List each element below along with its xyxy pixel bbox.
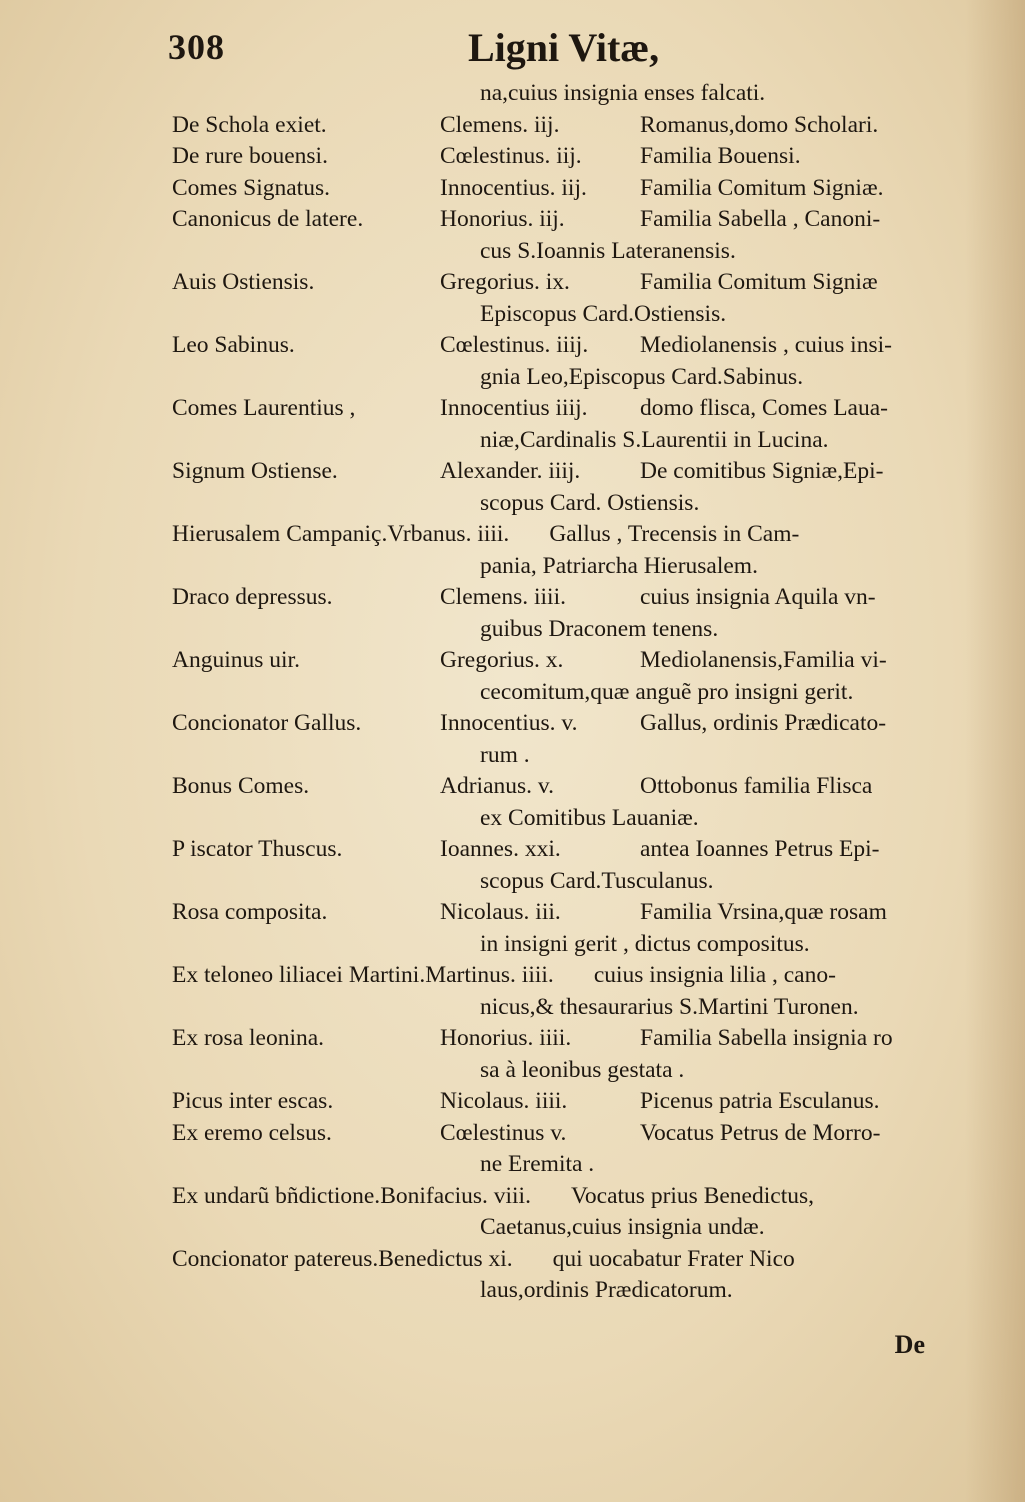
description-text: Ottobonus familia Flisca <box>640 773 873 799</box>
pope-name: Nicolaus. iii. <box>440 899 561 925</box>
entry-row <box>172 173 962 205</box>
motto-text: Leo Sabinus. <box>172 332 295 358</box>
description-text: Familia Comitum Signiæ <box>640 269 878 295</box>
page-number: 308 <box>168 27 225 67</box>
description-text: Romanus,domo Scholari. <box>640 111 879 138</box>
description-continuation: guibus Draconem tenens. <box>480 615 719 642</box>
description-text: Vocatus prius Benedictus, <box>570 1182 814 1209</box>
motto-text: Bonus Comes. <box>172 773 310 799</box>
description-continuation: laus,ordinis Prædicatorum. <box>480 1277 733 1303</box>
description-text: Gallus , Trecensis in Cam- <box>549 521 800 547</box>
prophecy-list <box>172 78 962 1307</box>
motto-text: Signum Ostiense. <box>172 458 338 484</box>
description-continuation: ne Eremita . <box>480 1151 595 1177</box>
pope-name: Honorius. iij. <box>440 206 565 232</box>
pope-name: Bonifacius. viii. <box>380 1182 531 1209</box>
description-text: Familia Bouensi. <box>640 143 801 169</box>
description-continuation: pania, Patriarcha Hierusalem. <box>480 552 758 579</box>
description-text: antea Ioannes Petrus Epi- <box>640 836 880 862</box>
entry-row <box>172 456 962 488</box>
entry-row <box>172 1023 962 1055</box>
description-continuation: scopus Card. Ostiensis. <box>480 489 700 516</box>
pope-name: Alexander. iiij. <box>440 458 581 484</box>
motto-text: Picus inter escas. <box>172 1088 334 1114</box>
motto-text: Draco depressus. <box>172 584 333 610</box>
pope-name: Cœlestinus v. <box>440 1119 567 1146</box>
catchword: De <box>894 1330 925 1359</box>
entry-row <box>172 204 962 236</box>
description-text: Gallus, ordinis Prædicato- <box>640 710 887 736</box>
description-continuation: sa à leonibus gestata . <box>480 1056 685 1083</box>
description-continuation: Caetanus,cuius insignia undæ. <box>480 1214 765 1240</box>
entry-row <box>172 960 962 992</box>
motto-text: Ex undarũ bñdictione. <box>172 1182 381 1209</box>
pope-name: Clemens. iiii. <box>440 584 566 610</box>
motto-text: Ex rosa leonina. <box>172 1025 325 1051</box>
entry-row <box>172 834 962 866</box>
description-text: Picenus patria Esculanus. <box>640 1088 880 1114</box>
pope-name: Nicolaus. iiii. <box>440 1088 568 1114</box>
entry-row <box>172 897 962 929</box>
pope-name: Honorius. iiii. <box>440 1025 572 1051</box>
pope-name: Clemens. iij. <box>440 111 560 138</box>
motto-text: Concionator patereus. <box>172 1245 379 1272</box>
entry-row <box>172 645 962 677</box>
motto-text: Anguinus uir. <box>172 647 300 673</box>
description-text: Familia Comitum Signiæ. <box>640 174 884 201</box>
description-continuation: cus S.Ioannis Lateranensis. <box>480 237 736 264</box>
description-continuation: gnia Leo,Episcopus Card.Sabinus. <box>480 363 804 390</box>
entry-row <box>172 393 962 425</box>
pope-name: Innocentius. v. <box>440 710 578 736</box>
description-text: Vocatus Petrus de Morro- <box>640 1119 881 1146</box>
pope-name: Vrbanus. iiii. <box>387 521 510 547</box>
description-continuation: scopus Card.Tusculanus. <box>480 867 714 894</box>
entry-row <box>172 708 962 740</box>
pope-name: Cœlestinus. iij. <box>440 143 582 169</box>
motto-text: De rure bouensi. <box>172 143 328 169</box>
description-continuation: niæ,Cardinalis S.Laurentii in Lucina. <box>480 426 829 453</box>
motto-text: Ex eremo celsus. <box>172 1119 332 1146</box>
entry-row <box>172 1244 962 1276</box>
motto-text: Rosa composita. <box>172 899 328 925</box>
motto-text: Hierusalem Campaniç. <box>172 521 388 547</box>
pope-name: Gregorius. ix. <box>440 269 570 295</box>
description-continuation: Episcopus Card.Ostiensis. <box>480 300 727 327</box>
pope-name: Martinus. iiii. <box>425 962 554 988</box>
entry-row <box>172 1181 962 1213</box>
entry-row <box>172 771 962 803</box>
intro-line: na,cuius insignia enses falcati. <box>480 80 766 106</box>
entry-row <box>172 110 962 142</box>
pope-name: Benedictus xi. <box>378 1245 513 1272</box>
motto-text: Concionator Gallus. <box>172 710 362 736</box>
entry-row <box>172 267 962 299</box>
description-text: Mediolanensis , cuius insi- <box>640 332 892 358</box>
entry-row <box>172 1086 962 1118</box>
description-text: Familia Vrsina,quæ rosam <box>640 899 887 925</box>
motto-text: Canonicus de latere. <box>172 206 364 232</box>
description-text: De comitibus Signiæ,Epi- <box>640 458 884 484</box>
page-header <box>168 22 955 82</box>
description-text: Familia Sabella , Canoni- <box>640 206 881 232</box>
entry-row <box>172 582 962 614</box>
entry-row <box>172 330 962 362</box>
description-continuation: nicus,& thesaurarius S.Martini Turonen. <box>480 993 859 1020</box>
pope-name: Innocentius iiij. <box>440 395 588 421</box>
entry-row <box>172 141 962 173</box>
motto-text: Comes Laurentius , <box>172 395 356 421</box>
entry-row <box>172 519 962 551</box>
motto-text: Comes Signatus. <box>172 174 330 201</box>
motto-text: De Schola exiet. <box>172 111 327 138</box>
pope-name: Adrianus. v. <box>440 773 555 799</box>
entry-row <box>172 1118 962 1150</box>
description-text: domo flisca, Comes Laua- <box>640 395 888 421</box>
description-continuation: cecomitum,quæ anguẽ pro insigni gerit. <box>480 678 854 705</box>
description-text: Familia Sabella insignia ro <box>640 1025 893 1051</box>
pope-name: Gregorius. x. <box>440 647 564 673</box>
description-text: cuius insignia lilia , cano- <box>593 962 836 988</box>
pope-name: Innocentius. iij. <box>440 174 587 201</box>
motto-text: Ex teloneo liliacei Martini. <box>172 962 426 988</box>
description-continuation: rum . <box>480 741 530 768</box>
description-continuation: in insigni gerit , dictus compositus. <box>480 930 810 957</box>
pope-name: Ioannes. xxi. <box>440 836 561 862</box>
motto-text: Auis Ostiensis. <box>172 269 315 295</box>
running-head: Ligni Vitæ, <box>468 25 660 70</box>
description-continuation: ex Comitibus Lauaniæ. <box>480 804 699 831</box>
description-text: Mediolanensis,Familia vi- <box>640 647 887 673</box>
pope-name: Cœlestinus. iiij. <box>440 332 589 358</box>
description-text: qui uocabatur Frater Nico <box>552 1245 795 1272</box>
motto-text: P iscator Thuscus. <box>172 836 343 862</box>
description-text: cuius insignia Aquila vn- <box>640 584 876 610</box>
